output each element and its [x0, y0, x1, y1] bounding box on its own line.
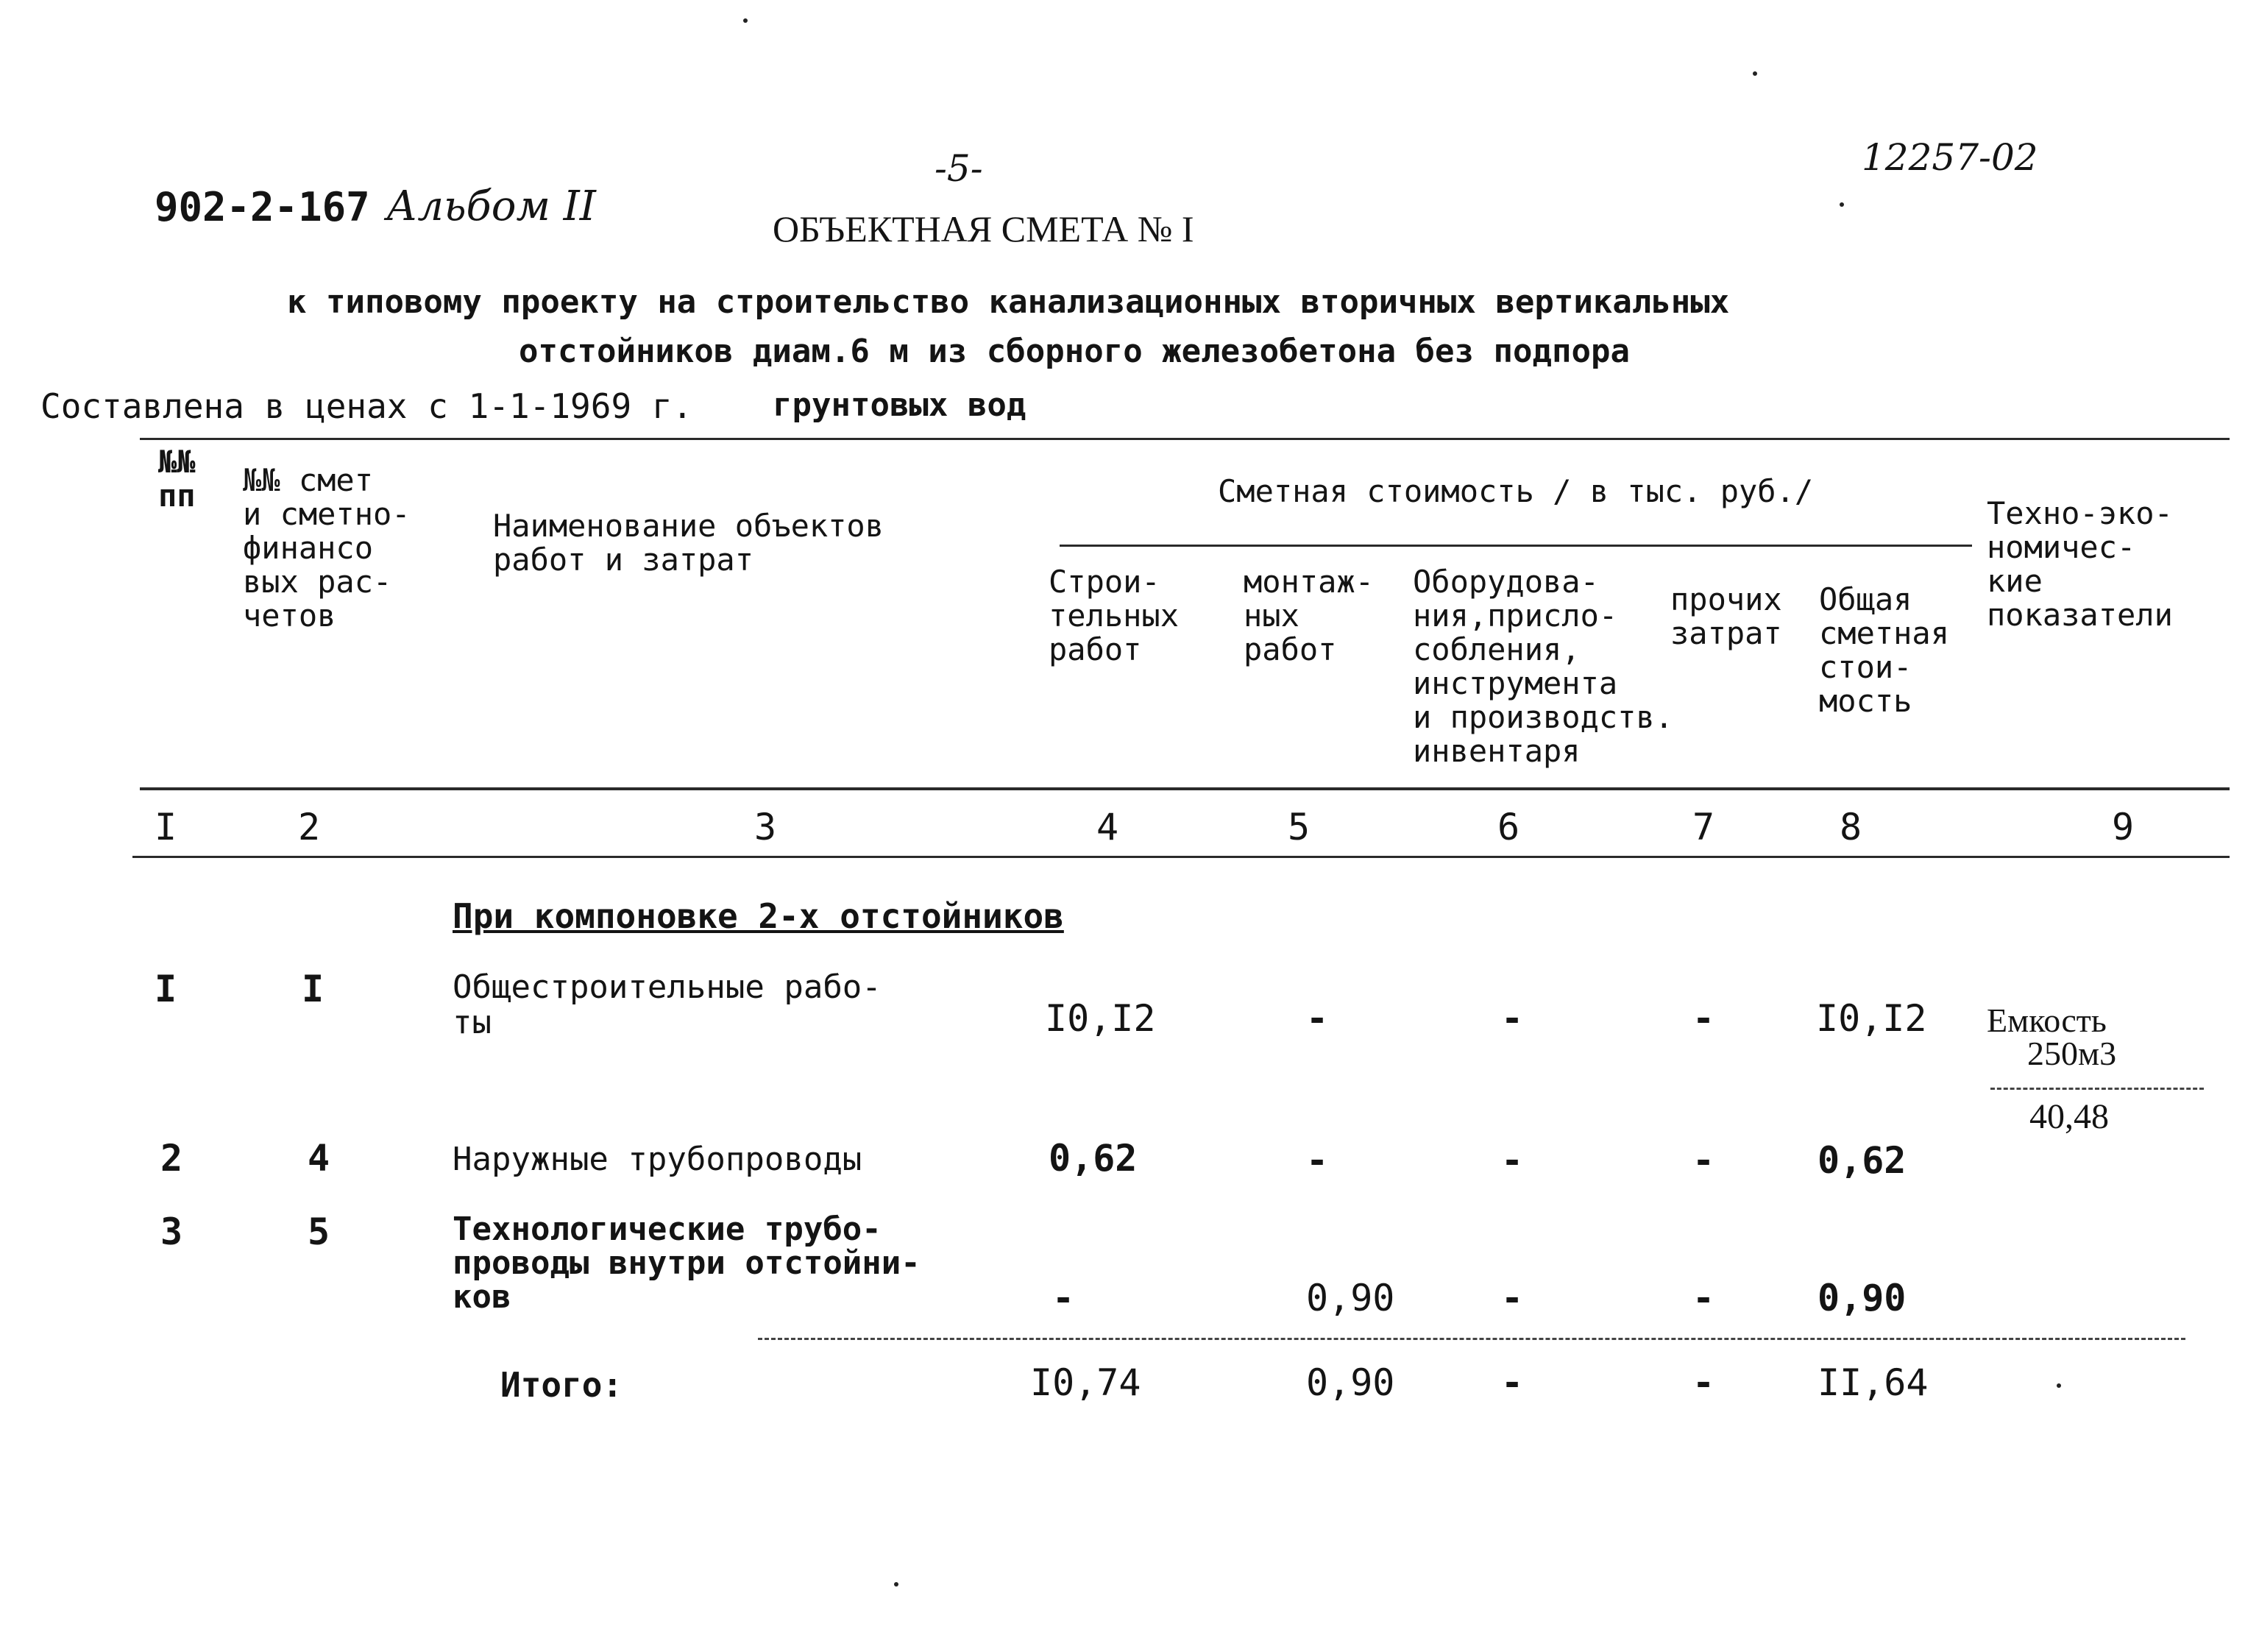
- col-number-4: 4: [1096, 806, 1119, 848]
- header-group-rule: [1060, 545, 1972, 547]
- header-cost-group: Сметная стоимость / в тыс. руб./: [1218, 473, 1814, 509]
- header-col-1: №№ пп: [158, 444, 196, 514]
- row-2-name: Наружные трубопроводы: [453, 1141, 862, 1178]
- col-number-1: I: [155, 806, 177, 848]
- header-bottom-rule: [140, 787, 2230, 790]
- document-title: ОБЪЕКТНАЯ СМЕТА № I: [773, 208, 1194, 249]
- row-2-equip: -: [1501, 1139, 1524, 1182]
- header-top-rule: [140, 438, 2230, 440]
- totals-build: I0,74: [1030, 1361, 1141, 1404]
- totals-label: Итого:: [500, 1365, 623, 1405]
- header-col-3: Наименование объектов работ и затрат: [493, 508, 884, 578]
- col-number-9: 9: [2112, 806, 2135, 848]
- subtitle-line-2: отстойников диам.6 м из сборного железобетона без подпора: [519, 333, 1630, 370]
- header-col-6: Оборудова- ния,присло- собления, инструмента и производств. инвентаря: [1413, 564, 1674, 769]
- row-3-build: -: [1052, 1277, 1075, 1319]
- indicator-label: Емкость: [1987, 1002, 2107, 1039]
- row-2-build: 0,62: [1049, 1137, 1138, 1180]
- doc-number: 12257-02: [1862, 136, 2038, 179]
- totals-total: II,64: [1818, 1361, 1929, 1404]
- subtitle-line-3: грунтовых вод: [773, 386, 1026, 424]
- row-3-mount: 0,90: [1306, 1277, 1395, 1319]
- header-col-4: Строи- тельных работ: [1049, 564, 1180, 667]
- row-1-mount: -: [1306, 997, 1329, 1040]
- header-col-2: №№ смет и сметно- финансо вых рас- четов: [243, 462, 411, 634]
- row-2-number: 2: [160, 1137, 183, 1180]
- totals-rule: [758, 1338, 2185, 1340]
- album-label: Альбом II: [386, 182, 596, 230]
- col-number-8: 8: [1840, 806, 1862, 848]
- row-3-equip: -: [1501, 1277, 1524, 1319]
- col-number-3: 3: [754, 806, 777, 848]
- scan-speck: [2057, 1383, 2061, 1388]
- totals-other: -: [1692, 1361, 1715, 1404]
- col-number-7: 7: [1692, 806, 1715, 848]
- scan-speck: [894, 1582, 898, 1587]
- indicator-fraction-line: [1990, 1088, 2204, 1090]
- row-1-number: I: [155, 968, 177, 1010]
- doc-code: 902-2-167: [155, 184, 370, 230]
- header-col-8: Общая сметная стои- мость: [1819, 581, 1950, 719]
- col-number-rule: [132, 856, 2230, 858]
- row-1-estimate: I: [302, 968, 325, 1010]
- totals-mount: 0,90: [1306, 1361, 1395, 1404]
- page-number: -5-: [935, 147, 983, 190]
- row-2-other: -: [1692, 1139, 1715, 1182]
- row-3-estimate: 5: [308, 1210, 330, 1253]
- price-basis: Составлена в ценах с 1-1-1969 г.: [40, 386, 693, 426]
- col-number-2: 2: [298, 806, 321, 848]
- indicator-capacity: 250м3: [2027, 1035, 2117, 1072]
- row-1-name: Общестроительные рабо- ты: [453, 968, 882, 1041]
- header-col-5: монтаж- ных работ: [1244, 564, 1375, 667]
- row-1-build: I0,I2: [1045, 997, 1156, 1040]
- row-1-other: -: [1692, 997, 1715, 1040]
- row-3-other: -: [1692, 1277, 1715, 1319]
- scan-speck: [1840, 202, 1844, 207]
- header-col-7: прочих затрат: [1670, 581, 1782, 651]
- row-3-name: Технологические трубо- проводы внутри отстойни- ков: [453, 1210, 921, 1316]
- row-2-estimate: 4: [308, 1137, 330, 1180]
- col-number-6: 6: [1497, 806, 1520, 848]
- indicator-value: 40,48: [2029, 1097, 2109, 1136]
- totals-equip: -: [1501, 1361, 1524, 1404]
- scan-speck: [1753, 71, 1757, 76]
- row-3-number: 3: [160, 1210, 183, 1253]
- scan-speck: [743, 18, 748, 23]
- row-3-total: 0,90: [1818, 1277, 1907, 1319]
- row-1-total: I0,I2: [1816, 997, 1927, 1040]
- header-col-9: Техно-эко- номичес- кие показатели: [1987, 495, 2173, 633]
- row-2-total: 0,62: [1818, 1139, 1907, 1182]
- col-number-5: 5: [1288, 806, 1311, 848]
- section-title: При компоновке 2-х отстойников: [453, 896, 1064, 936]
- row-1-equip: -: [1501, 997, 1524, 1040]
- row-2-mount: -: [1306, 1139, 1329, 1182]
- subtitle-line-1: к типовому проекту на строительство канализационных вторичных вертикальных: [287, 283, 1730, 321]
